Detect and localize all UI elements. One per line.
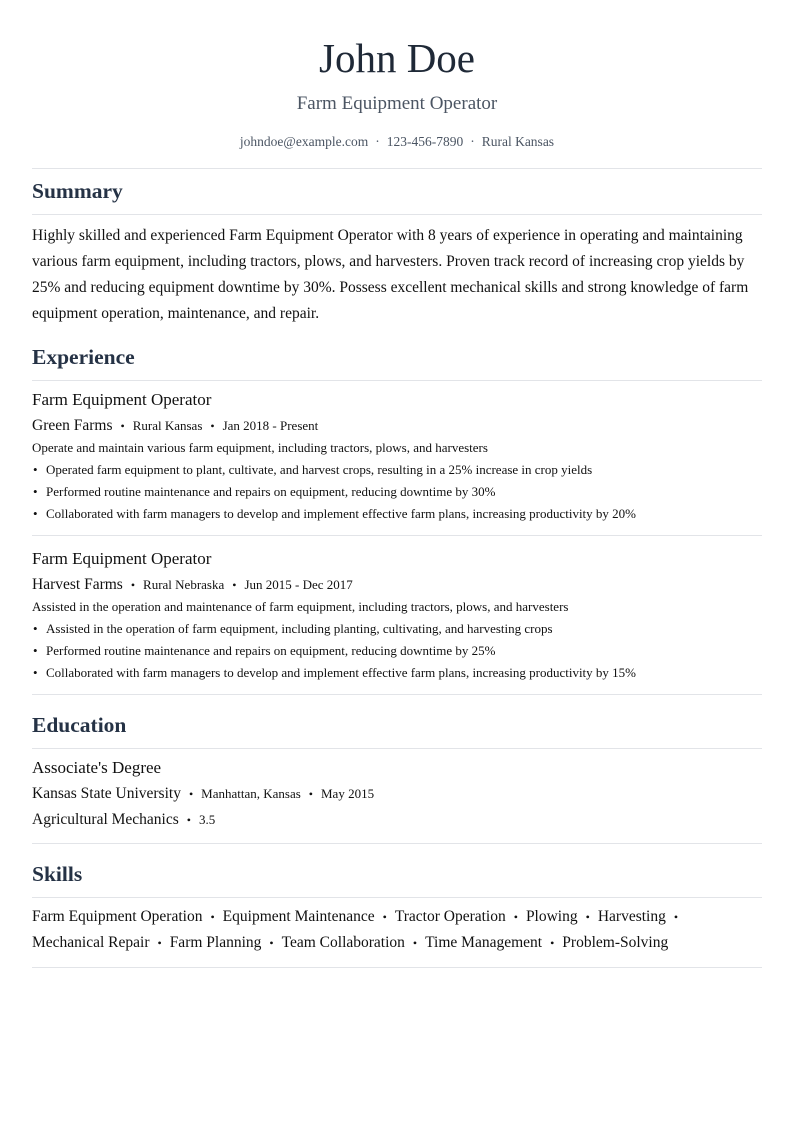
job-meta [32,415,762,437]
job-bullet [32,662,762,684]
job-title: Farm Equipment Operator [32,390,212,409]
experience-section [32,344,762,695]
candidate-name: John Doe [318,35,475,81]
section-heading-education: Education [32,713,127,737]
bullet-text: Operated farm equipment to plant, cultivate, and harvest crops, resulting in a 25% increase in crop yields [46,462,593,477]
skill-item: Farm Planning [169,934,262,951]
meta-dot: • [232,578,237,592]
job-location: Rural Kansas [132,418,203,433]
education-field-line [32,807,762,833]
contact-line [32,133,762,151]
skill-item: Team Collaboration [281,934,405,951]
bullet-text: Performed routine maintenance and repairs on equipment, reducing downtime by 25% [46,643,496,658]
divider [32,168,762,169]
meta-dot: • [186,813,191,827]
meta-dot: • [130,578,136,592]
section-heading-experience: Experience [32,345,135,369]
contact-phone[interactable]: 123-456-7890 [386,134,464,149]
skill-item: Mechanical Repair [32,934,150,951]
job-bullets [32,618,762,684]
candidate-title: Farm Equipment Operator [296,93,498,114]
job-bullet [32,640,762,662]
meta-dot: • [210,419,215,433]
skill-separator: • [550,936,555,950]
job-bullet [32,503,762,525]
contact-separator: · [375,134,380,149]
skill-separator: • [412,936,418,950]
meta-dot: • [120,419,125,433]
skill-item: Plowing [525,908,578,925]
skill-item: Time Management [425,934,543,951]
divider [32,535,762,536]
education-location: Manhattan, Kansas [201,786,301,801]
divider [32,843,762,844]
contact-location: Rural Kansas [481,134,555,149]
job-bullet [32,459,762,481]
bullet-text: Collaborated with farm managers to develop and implement effective farm plans, increasing productivity by 15% [46,665,636,680]
bullet-glyph: • [33,506,38,521]
education-school: Kansas State University [32,785,181,802]
job-dates: Jun 2015 - Dec 2017 [244,577,353,592]
skill-separator: • [673,910,679,924]
bullet-glyph: • [33,665,38,680]
section-heading-skills: Skills [32,862,83,886]
bullet-glyph: • [33,621,38,636]
job-description: Assisted in the operation and maintenance of farm equipment, including tractors, plows, and harvesters [32,599,569,614]
divider [32,748,762,749]
education-degree: Associate's Degree [32,758,162,777]
skill-separator: • [210,910,215,924]
skills-list [32,904,762,956]
skill-item: Harvesting [597,908,666,925]
summary-text: Highly skilled and experienced Farm Equipment Operator with 8 years of experience in operating and maintaining various farm equipment, including tractors, plows, and harvesters. Proven track record of increasing crop yields by 25% and reducing equipment downtime by 30%. Possess excellent mechanical skills and strong knowledge of farm equipment operation, maintenance, and repair. [32,227,749,322]
job-entry [32,389,762,525]
job-dates: Jan 2018 - Present [222,418,319,433]
job-description: Operate and maintain various farm equipment, including tractors, plows, and harvesters [32,440,488,455]
divider [32,967,762,968]
contact-separator: · [470,134,475,149]
job-entry [32,548,762,684]
skill-item: Equipment Maintenance [222,908,375,925]
job-title: Farm Equipment Operator [32,549,212,568]
divider [32,380,762,381]
resume-header [32,0,762,151]
divider [32,214,762,215]
summary-section [32,178,762,327]
bullet-glyph: • [33,484,38,499]
bullet-text: Collaborated with farm managers to develop and implement effective farm plans, increasing productivity by 20% [46,506,636,521]
skills-section [32,861,762,968]
skill-separator: • [382,910,387,924]
bullet-glyph: • [33,643,38,658]
meta-dot: • [308,787,313,801]
education-gpa: 3.5 [198,812,216,827]
job-bullets [32,459,762,525]
skill-separator: • [513,910,518,924]
education-school-line [32,781,762,807]
job-location: Rural Nebraska [143,577,225,592]
divider [32,897,762,898]
education-field: Agricultural Mechanics [32,811,179,828]
bullet-text: Assisted in the operation of farm equipment, including planting, cultivating, and harvesting crops [46,621,553,636]
skill-item: Problem-Solving [562,934,669,951]
education-section [32,712,762,844]
bullet-glyph: • [33,462,38,477]
education-date: May 2015 [321,786,375,801]
job-bullet [32,481,762,503]
contact-email[interactable]: johndoe@example.com [239,134,369,149]
job-bullet [32,618,762,640]
skill-separator: • [269,936,274,950]
skill-item: Tractor Operation [394,908,506,925]
job-company: Harvest Farms [32,576,123,593]
job-meta [32,574,762,596]
skill-separator: • [157,936,162,950]
meta-dot: • [188,787,194,801]
skill-separator: • [585,910,590,924]
divider [32,694,762,695]
skill-item: Farm Equipment Operation [32,908,203,925]
section-heading-summary: Summary [32,179,123,203]
job-company: Green Farms [32,417,113,434]
education-entry [32,757,762,833]
bullet-text: Performed routine maintenance and repairs on equipment, reducing downtime by 30% [46,484,496,499]
